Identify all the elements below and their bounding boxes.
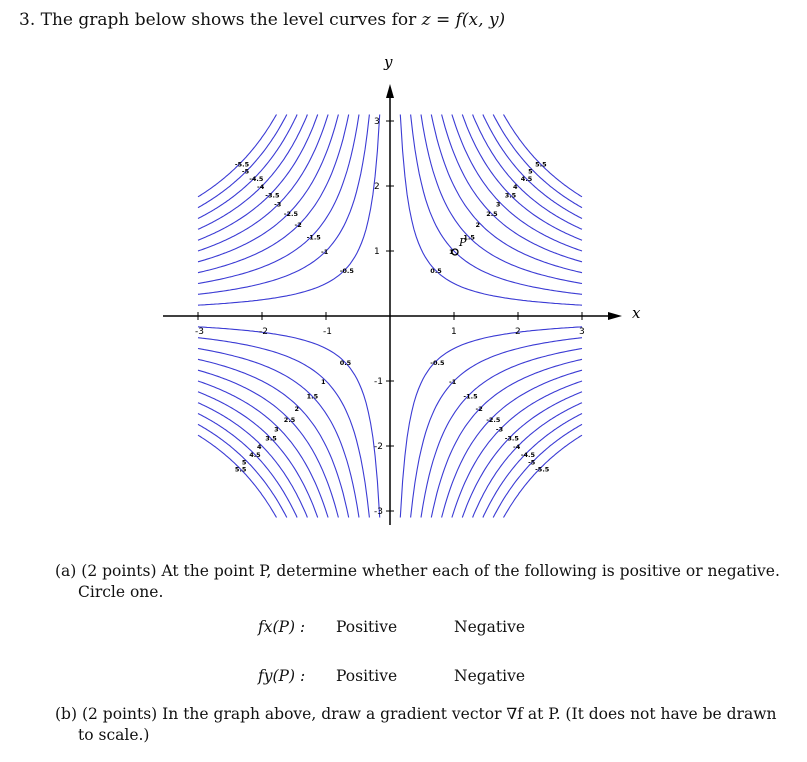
level-value-label: -3.5 (504, 434, 519, 443)
function-expression: z = f(x, y) (421, 10, 506, 30)
part-a-label: (a) (55, 562, 77, 580)
level-value-label: -4.5 (249, 175, 264, 184)
level-value-label: 3 (274, 425, 279, 434)
part-b-question: In the graph above, draw a gradient vector ∇f at P. (It does not have be drawn (162, 705, 777, 723)
level-value-label: 5.5 (234, 465, 247, 474)
part-a-line2: Circle one. (78, 583, 164, 601)
problem-number: 3. (19, 10, 36, 30)
level-value-label: 1 (449, 248, 454, 256)
y-tick-label: 3 (374, 117, 380, 127)
level-value-label: 0.5 (339, 359, 352, 367)
x-tick-label: -2 (259, 327, 268, 337)
level-value-label: -1.5 (463, 392, 478, 401)
level-value-label: -2.5 (486, 415, 501, 424)
level-value-label: -3 (274, 200, 282, 209)
part-b-line1 (55, 705, 776, 723)
level-value-label: -3 (495, 425, 504, 434)
level-value-label: 3.5 (265, 434, 277, 443)
level-value-label: -5 (528, 458, 536, 467)
level-value-label: 2 (294, 404, 300, 413)
level-value-label: -3.5 (265, 191, 280, 200)
axes (163, 84, 622, 525)
fx-expression: fx(P) : (258, 618, 306, 636)
level-value-label: -0.5 (430, 359, 445, 367)
level-value-label: 3 (495, 200, 501, 209)
part-b-points: (2 points) (81, 705, 158, 723)
level-value-label: -1 (321, 248, 329, 256)
level-value-label: 2 (475, 221, 481, 230)
y-tick-label: -1 (374, 377, 383, 387)
level-value-label: 5.5 (535, 160, 547, 169)
level-value-label: 4.5 (249, 450, 261, 459)
level-value-label: -2 (294, 221, 302, 230)
y-tick-label: -3 (374, 507, 383, 517)
level-value-label: 5 (528, 167, 533, 176)
x-tick-label: -1 (323, 327, 332, 337)
level-value-label: -2.5 (283, 210, 299, 219)
part-b-label: (b) (55, 705, 78, 723)
level-value-label: -4 (257, 183, 265, 191)
level-value-label: 2.5 (283, 415, 296, 424)
fy-positive-option[interactable]: Positive (336, 667, 398, 685)
level-value-label: -0.5 (339, 267, 354, 275)
level-value-label: 5 (241, 458, 247, 467)
level-value-label: 4.5 (520, 175, 533, 184)
level-value-label: -5.5 (535, 465, 550, 474)
x-tick-label: -3 (195, 327, 204, 337)
x-tick-label: 2 (515, 327, 521, 337)
part-a-points: (2 points) (81, 562, 157, 580)
x-tick-label: 3 (579, 327, 585, 337)
level-value-label: 1 (321, 378, 326, 386)
level-value-label: 3.5 (504, 191, 517, 200)
problem-intro: The graph below shows the level curves for (40, 10, 417, 30)
level-value-label: -1 (449, 378, 457, 386)
level-value-label: 0.5 (430, 267, 442, 275)
level-value-label: 1.5 (463, 233, 475, 242)
level-value-label: 2.5 (486, 210, 498, 219)
level-curve (421, 115, 582, 284)
y-tick-label: -2 (374, 442, 383, 452)
level-value-label: 4 (257, 443, 262, 451)
y-tick-label: 2 (374, 182, 380, 192)
x-axis-label: x (632, 304, 641, 322)
level-curve (198, 115, 277, 197)
fy-negative-option[interactable]: Negative (454, 667, 526, 685)
part-a-question: At the point P, determine whether each of the following is positive or negative. (161, 562, 780, 580)
point-p-label: P (459, 236, 467, 249)
x-tick-label: 1 (451, 327, 457, 337)
level-value-label: -4 (513, 443, 521, 451)
fx-positive-option[interactable]: Positive (336, 618, 398, 636)
part-b-line2: to scale.) (78, 726, 150, 744)
level-value-label: -4.5 (520, 450, 536, 459)
fx-negative-option[interactable]: Negative (454, 618, 526, 636)
level-value-label: -5 (241, 167, 250, 176)
y-axis-label: y (384, 53, 393, 71)
y-axis-arrow (386, 84, 394, 98)
part-a-line1 (55, 562, 780, 580)
level-value-label: -2 (475, 404, 483, 413)
y-tick-label: 1 (374, 247, 380, 257)
fy-expression: fy(P) : (258, 667, 306, 685)
level-value-label: 4 (513, 183, 518, 191)
level-curve (198, 435, 277, 517)
level-value-label: 1.5 (306, 392, 319, 401)
x-axis-arrow (608, 312, 622, 320)
level-value-label: -1.5 (306, 233, 321, 242)
level-value-label: -5.5 (234, 160, 250, 169)
level-curve (198, 414, 297, 518)
